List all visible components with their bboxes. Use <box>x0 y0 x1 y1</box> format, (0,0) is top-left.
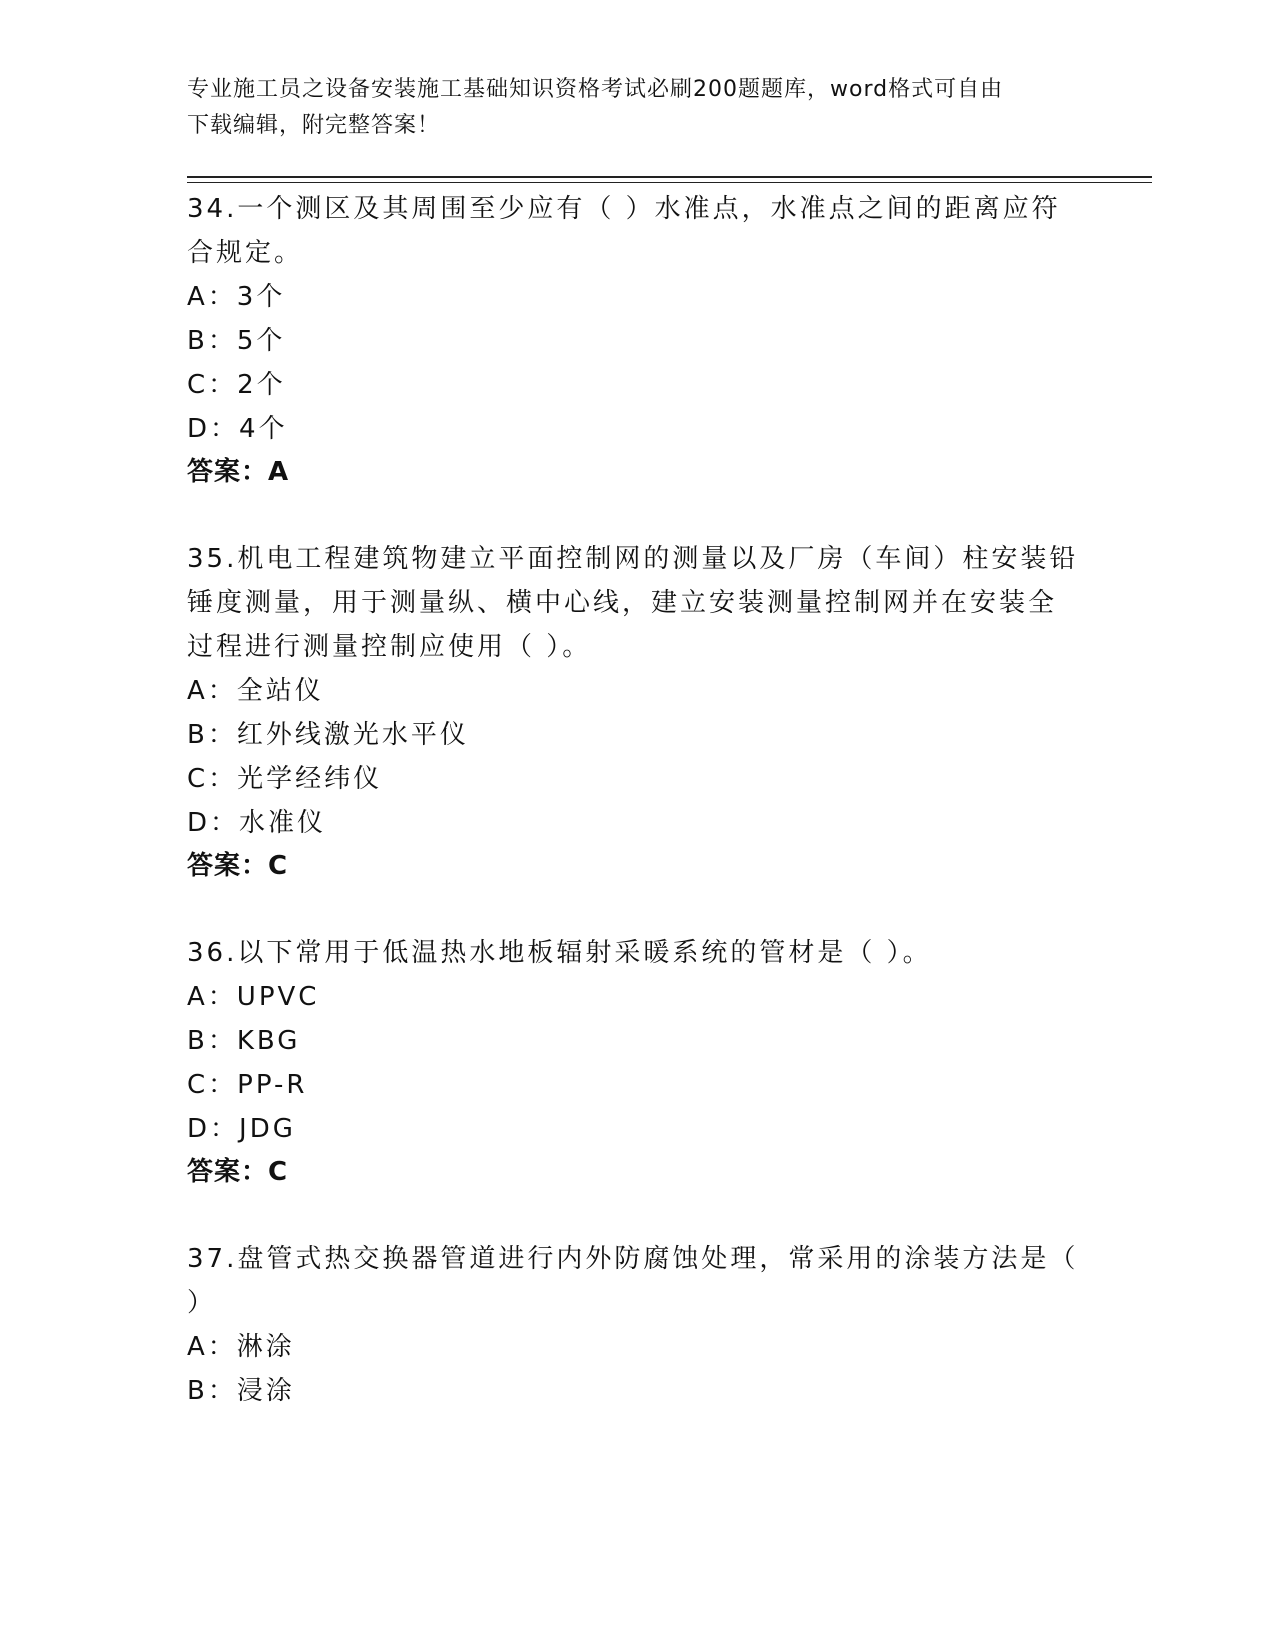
option-b: B：KBG <box>187 1026 301 1056</box>
option-c: C：PP-R <box>187 1070 308 1100</box>
question-stem-line: 35.机电工程建筑物建立平面控制网的测量以及厂房（车间）柱安装铅 <box>187 544 1079 574</box>
answer-line: 答案：C <box>187 1157 289 1187</box>
header-divider-thin <box>187 182 1152 183</box>
header-line-1: 专业施工员之设备安装施工基础知识资格考试必刷200题题库，word格式可自由 <box>187 77 1004 102</box>
header-divider-thick <box>187 176 1152 178</box>
question-stem-line: 合规定。 <box>187 238 304 268</box>
option-b: B：浸涂 <box>187 1376 295 1406</box>
option-c: C：2个 <box>187 370 286 400</box>
answer-line: 答案：C <box>187 851 289 881</box>
answer-line: 答案：A <box>187 457 290 487</box>
option-d: D：4个 <box>187 414 288 444</box>
document-header <box>187 72 1067 144</box>
question-stem-line: ） <box>187 1288 217 1318</box>
option-a: A：全站仪 <box>187 676 324 706</box>
option-d: D：水准仪 <box>187 808 327 838</box>
option-a: A：UPVC <box>187 982 320 1012</box>
option-a: A：3个 <box>187 282 286 312</box>
question-stem-line: 锤度测量，用于测量纵、横中心线，建立安装测量控制网并在安装全 <box>187 588 1058 618</box>
option-b: B：5个 <box>187 326 286 356</box>
option-a: A：淋涂 <box>187 1332 295 1362</box>
option-b: B：红外线激光水平仪 <box>187 720 469 750</box>
option-c: C：光学经纬仪 <box>187 764 383 794</box>
header-line-2: 下载编辑，附完整答案！ <box>187 113 441 138</box>
question-stem-line: 37.盘管式热交换器管道进行内外防腐蚀处理，常采用的涂装方法是（ <box>187 1244 1079 1274</box>
question-stem-line: 34.一个测区及其周围至少应有（ ）水准点，水准点之间的距离应符 <box>187 194 1061 224</box>
option-d: D：JDG <box>187 1114 296 1144</box>
question-stem-line: 36.以下常用于低温热水地板辐射采暖系统的管材是（ ）。 <box>187 938 932 968</box>
question-stem-line: 过程进行测量控制应使用（ ）。 <box>187 632 592 662</box>
